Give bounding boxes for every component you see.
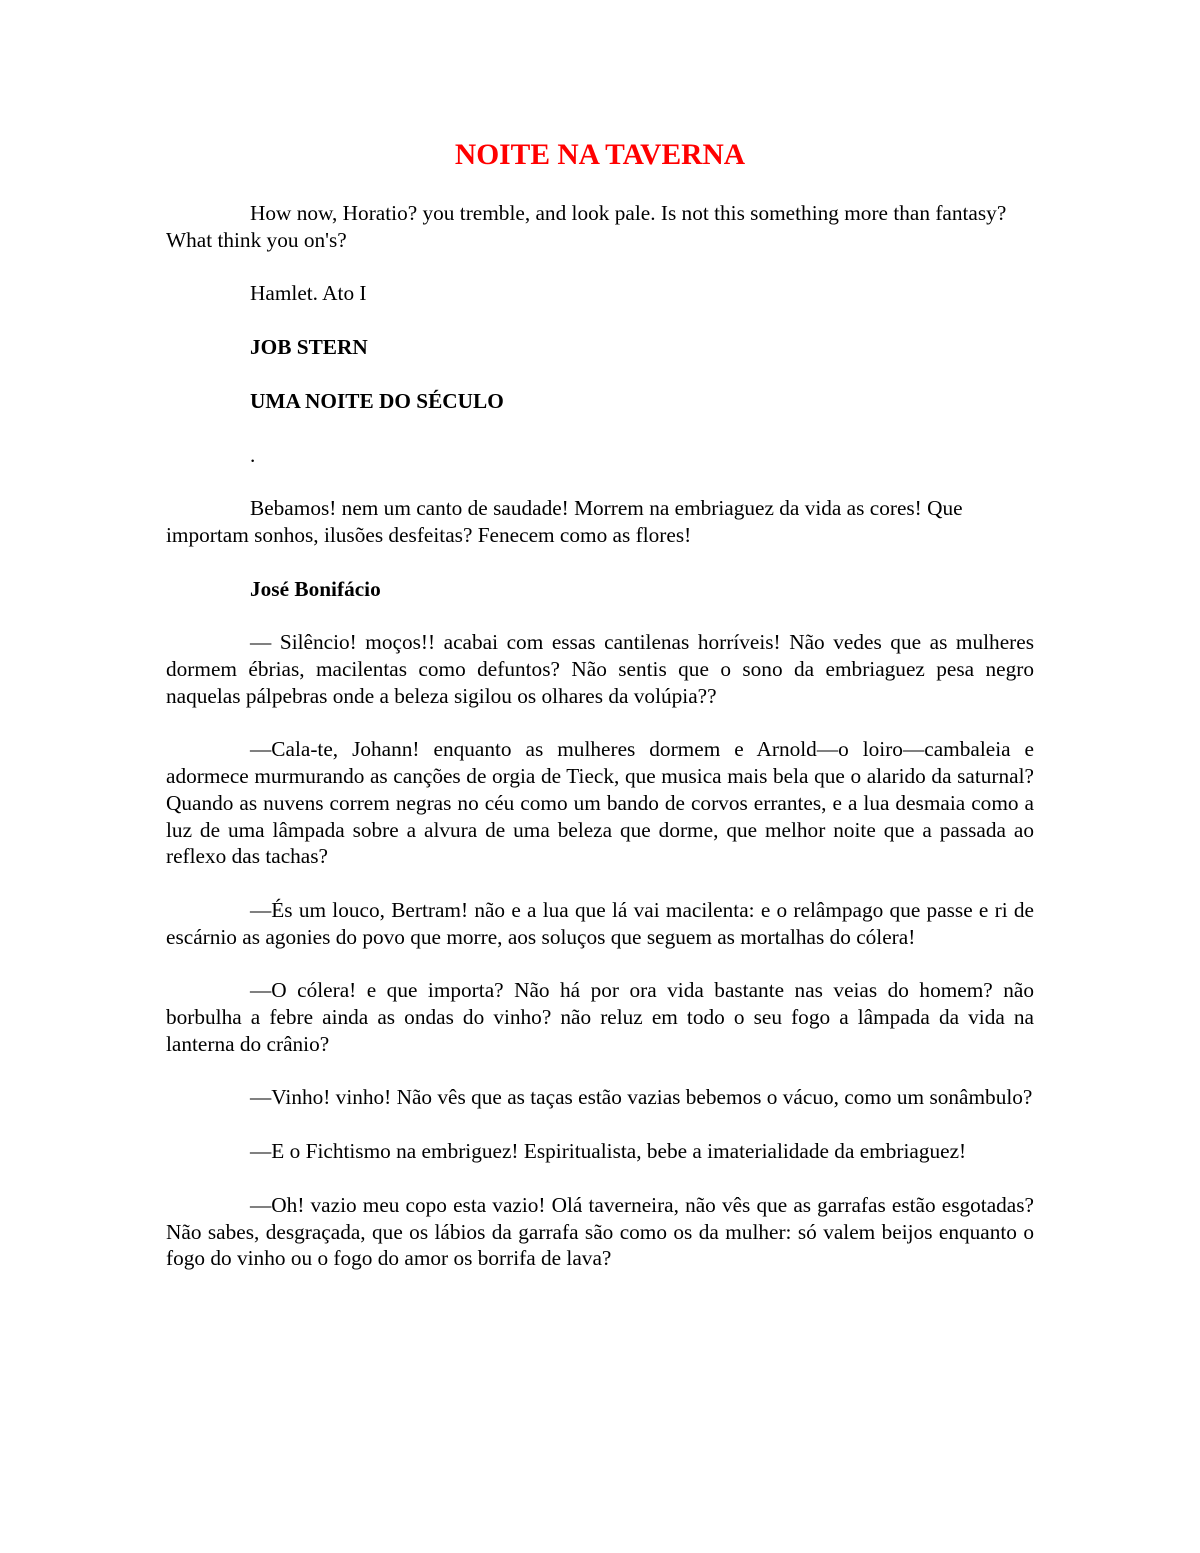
poem-author: José Bonifácio [250, 576, 381, 601]
poem-text: Bebamos! nem um canto de saudade! Morrem na embriaguez da vida as cores! Que importam sonhos, ilusões desfeitas? Fenecem como as flores! [166, 496, 963, 547]
document-page [166, 138, 1034, 1299]
paragraph: —E o Fichtismo na embriguez! Espiritualista, bebe a imaterialidade da embriaguez! [250, 1139, 967, 1164]
paragraph: —O cólera! e que importa? Não há por ora vida bastante nas veias do homem? não borbulha a febre ainda as ondas do vinho? não reluz em todo o seu fogo a lâmpada da vida na lanterna do crânio? [166, 978, 1034, 1056]
paragraph: —Vinho! vinho! Não vês que as taças estão vazias bebemos o vácuo, como um sonâmbulo? [250, 1085, 1033, 1110]
document-title: NOITE NA TAVERNA [454, 139, 746, 171]
paragraph: —Oh! vazio meu copo esta vazio! Olá taverneira, não vês que as garrafas estão esgotadas? Não sabes, desgraçada, que os lábios da garrafa são como os da mulher: só valem beijos enquanto o fogo do vinho ou o fogo do amor os borrifa de lava? [166, 1192, 1034, 1271]
paragraph: — Silêncio! moços!! acabai com essas cantilenas horríveis! Não vedes que as mulheres dormem ébrias, macilentas como defuntos? Não sentis que o sono da embriaguez pesa negro naquelas pálpebras onde a beleza sigilou os olhares da volúpia?? [166, 630, 1034, 708]
paragraph: —És um louco, Bertram! não e a lua que lá vai macilenta: e o relâmpago que passe e ri de escárnio as agonies do povo que morre, aos soluços que seguem as mortalhas do cólera! [166, 897, 1034, 949]
author-heading: JOB STERN [250, 335, 368, 360]
separator-dot: . [250, 442, 256, 467]
epigraph-quote: How now, Horatio? you tremble, and look pale. Is not this something more than fantasy? What think you on's? [166, 201, 1007, 252]
paragraph: —Cala-te, Johann! enquanto as mulheres dormem e Arnold—o loiro—cambaleia e adormece murmurando as canções de orgia de Tieck, que musica mais bela que o alarido da saturnal? Quando as nuvens correm negras no céu como um bando de corvos errantes, e a lua desmaia como a luz de uma lâmpada sobre a alvura de uma beleza que dorme, que melhor noite que a passada ao reflexo das tachas? [166, 737, 1034, 869]
chapter-heading: UMA NOITE DO SÉCULO [250, 388, 504, 413]
epigraph-source: Hamlet. Ato I [250, 281, 367, 306]
